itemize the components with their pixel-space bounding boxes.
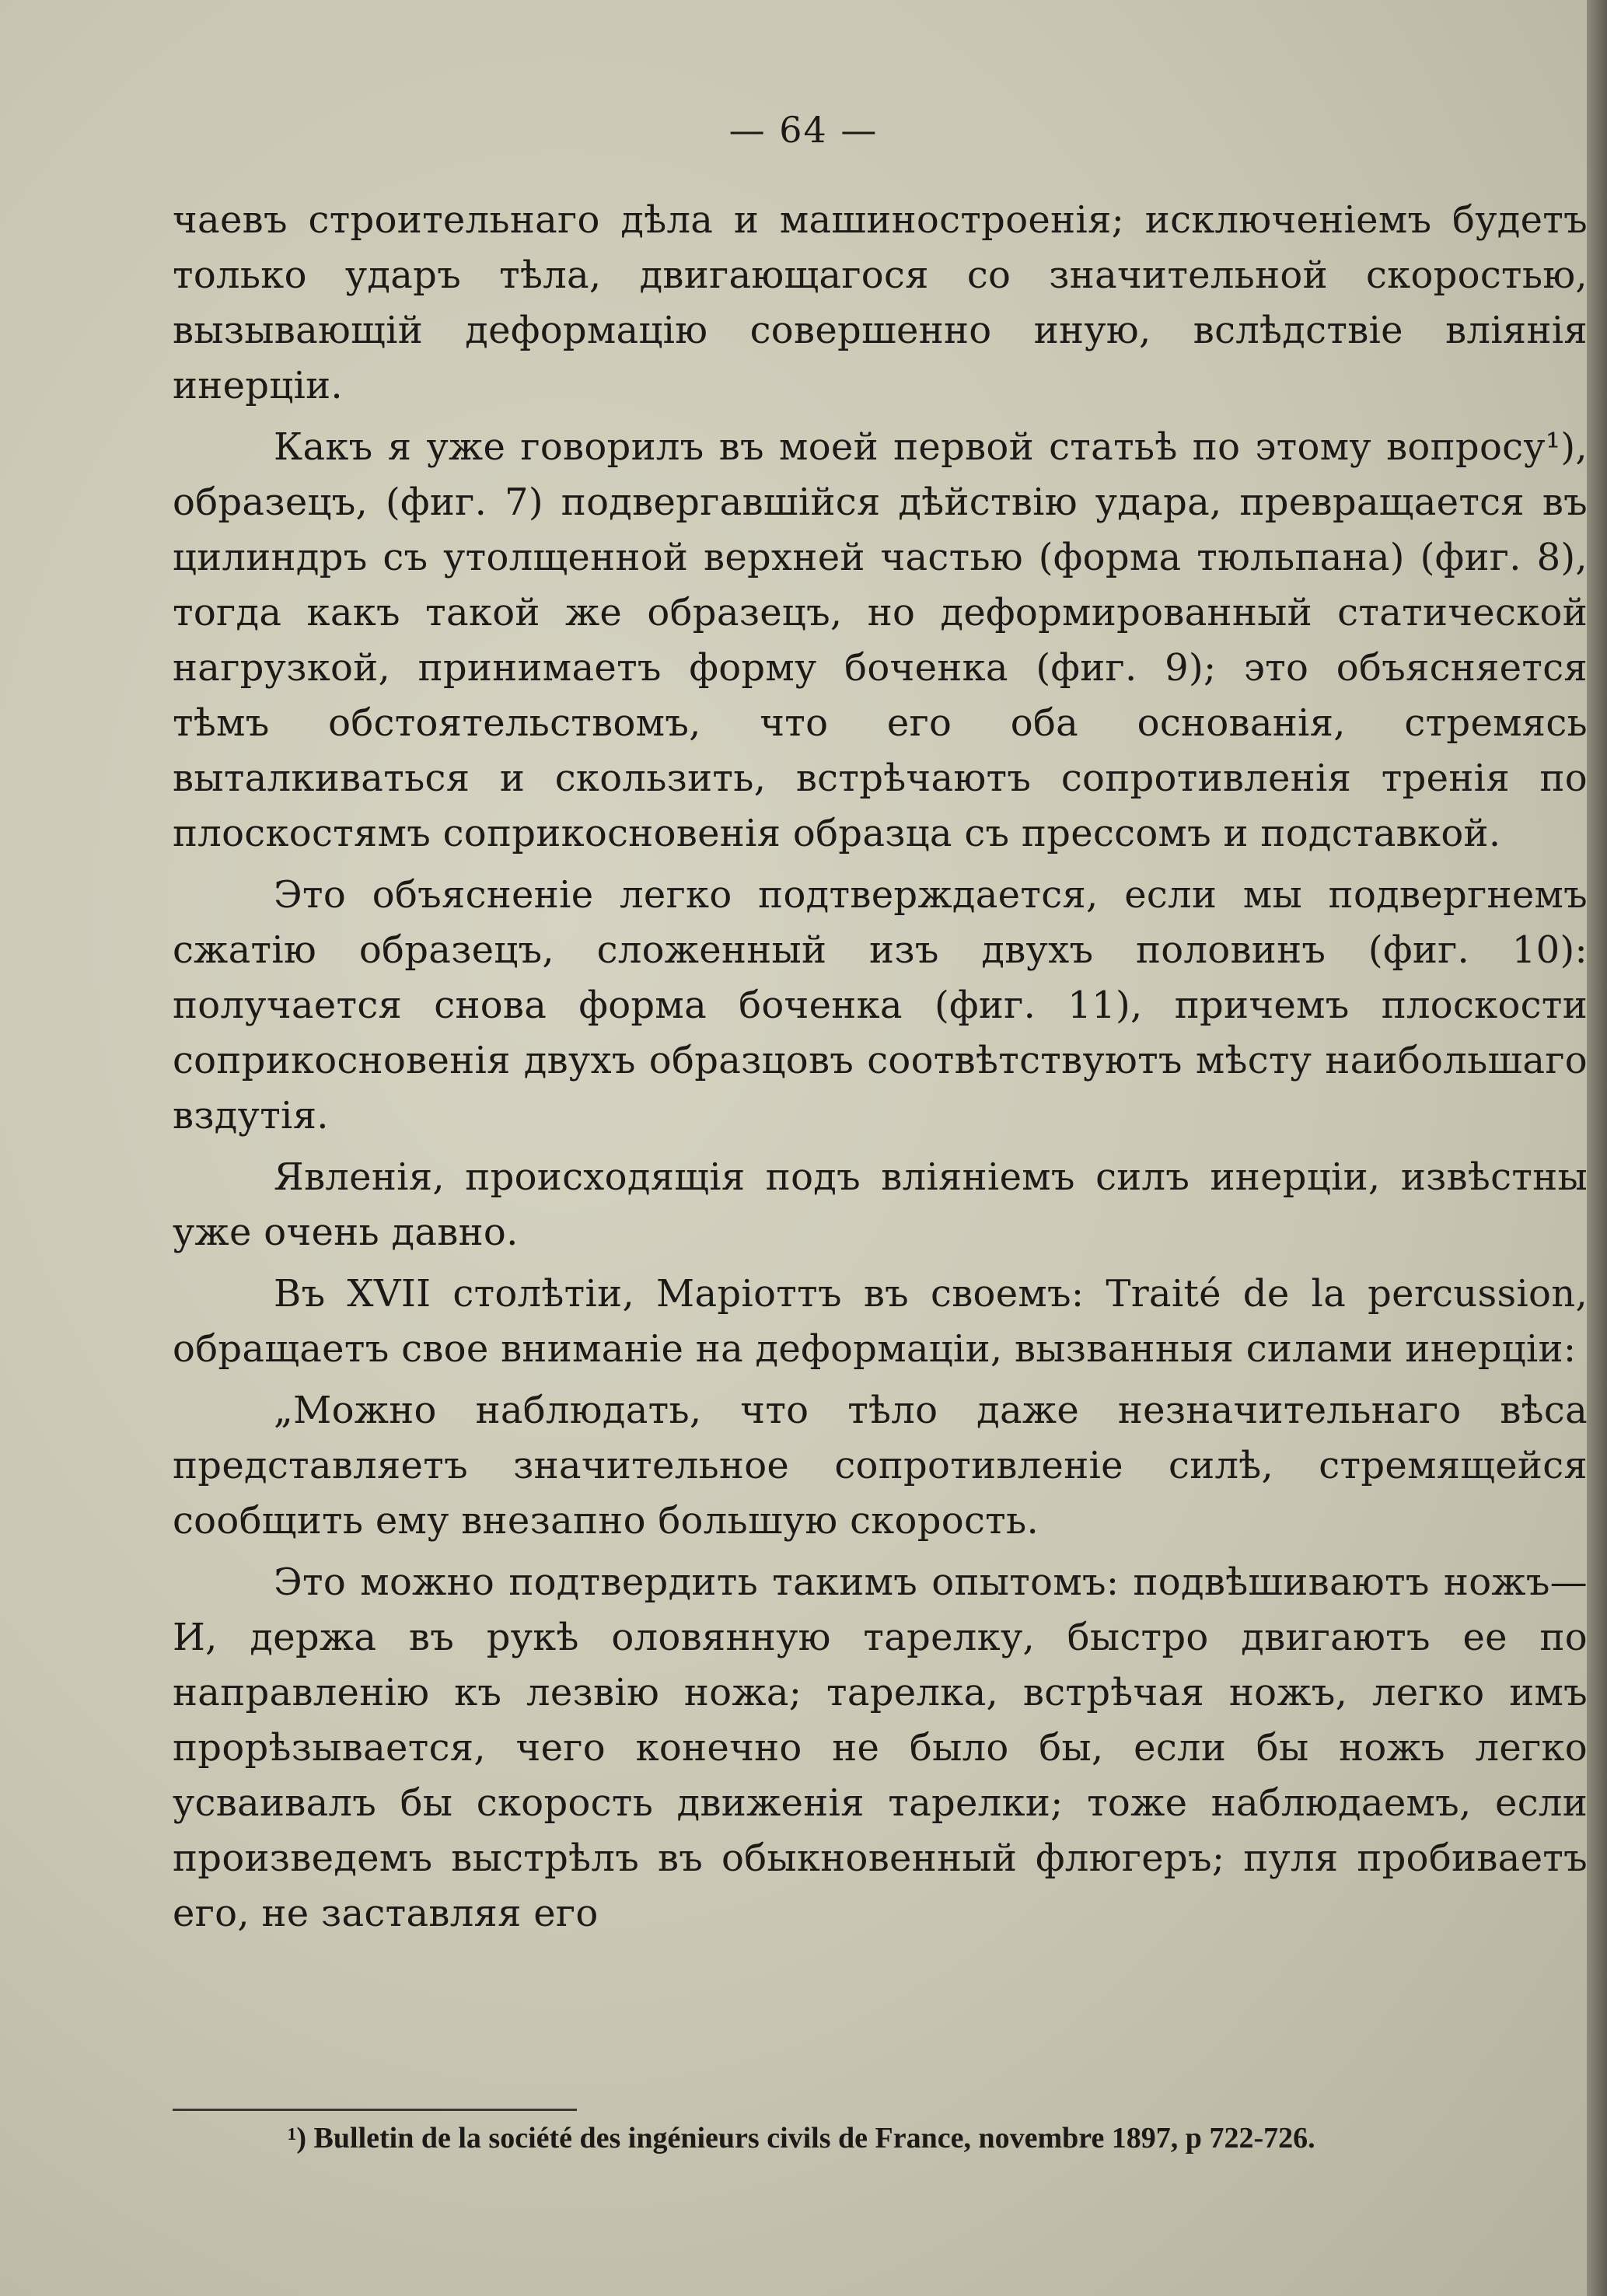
paragraph-4: Явленія, происходящія подъ вліяніемъ силъ инерціи, извѣстны уже очень давно. — [173, 1155, 1588, 1254]
paragraph-3: Это объясненіе легко подтверждается, если мы подвергнемъ сжатію образецъ, сложенный изъ двухъ половинъ (фиг. 10): получается снова форма боченка (фиг. 11), причемъ плоскости соприкосновенія двухъ образцовъ соотвѣтствуютъ мѣсту наибольшаго вздутія. — [173, 873, 1588, 1138]
page-number: — 64 — — [728, 109, 879, 151]
paragraph-2: Какъ я уже говорилъ въ моей первой статьѣ по этому вопросу¹), образецъ, (фиг. 7) подвергавшійся дѣйствію удара, превращается въ цилиндръ съ утолщенной верхней частью (форма тюльпана) (фиг. 8), тогда какъ такой же образецъ, но деформированный статической нагрузкой, принимаетъ форму боченка (фиг. 9); это объясняется тѣмъ обстоятельствомъ, что его оба основанія, стремясь выталкиваться и скользить, встрѣчаютъ сопротивленія тренія по плоскостямъ соприкосновенія образца съ прессомъ и подставкой. — [173, 425, 1588, 855]
footnote-divider — [173, 2109, 577, 2111]
body-text — [173, 193, 1588, 1948]
footnote — [288, 2118, 1594, 2158]
paragraph-1: чаевъ строительнаго дѣла и машиностроенія; исключеніемъ будетъ только ударъ тѣла, двигающагося со значительной скоростью, вызывающій деформацію совершенно иную, вслѣдствіе вліянія инерціи. — [173, 198, 1588, 407]
paragraph-7: Это можно подтвердить такимъ опытомъ: подвѣшиваютъ ножъ—И, держа въ рукѣ оловянную тарелку, быстро двигаютъ ее по направленію къ лезвію ножа; тарелка, встрѣчая ножъ, легко имъ прорѣзывается, чего конечно не было бы, если бы ножъ легко усваивалъ бы скорость движенія тарелки; тоже наблюдаемъ, если произведемъ выстрѣлъ въ обыкновенный флюгеръ; пуля пробиваетъ его, не заставляя его — [173, 1560, 1588, 1935]
paragraph-5: Въ XVII столѣтіи, Маріоттъ въ своемъ: Traité de la percussion, обращаетъ свое вниманіе на деформаціи, вызванныя силами инерціи: — [173, 1272, 1588, 1371]
page-edge-shadow — [1587, 0, 1607, 2296]
paragraph-6: „Можно наблюдать, что тѣло даже незначительнаго вѣса представляетъ значительное сопротивленіе силѣ, стремящейся сообщить ему внезапно большую скорость. — [173, 1389, 1588, 1543]
footnote-marker: ¹) — [288, 2122, 307, 2154]
footnote-text: Bulletin de la société des ingénieurs civils de France, novembre 1897, p 722-726. — [313, 2122, 1315, 2154]
